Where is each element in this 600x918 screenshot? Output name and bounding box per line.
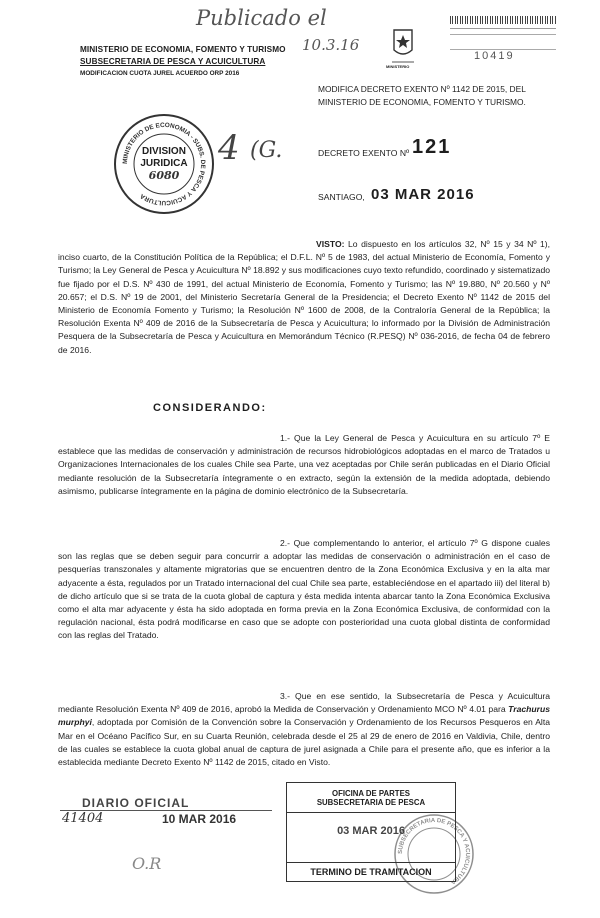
- considerando-paragraph-1: 1.- Que la Ley General de Pesca y Acuicultura en su artículo 7º E establece que las medidas de conservación y administración de recursos hidrobiológicos adoptadas en el marco de Tratados u Organizaciones Internacionales de los cuales Chile sea Parte, una vez aceptadas por Chile serán publicadas en el Diario Oficial mediante resolución de la Subsecretaría íntegramente o en extracto, según la extensión de la medida adoptada, debiendo asimismo, publicarse íntegramente en la página de dominio electrónico de la Subsecretaría.: [58, 433, 550, 496]
- partes-header: [287, 789, 455, 807]
- stamp-ring-text: MINISTERIO DE ECONOMIA - SUBS. DE PESCA Y ACUICULTURA: [121, 121, 207, 207]
- stamp-number: 6080: [148, 169, 180, 182]
- p3-text-after: , adoptada por Comisión de la Convención sobre la Conservación y Ordenamiento de los Recursos Pesqueros en Alta Mar en el Océano Pacífico Sur, en su Cuarta Reunión, celebrada desde el 25 al 29 de enero de 2016 en Valdivia, Chile, dentro de las cuales se establece la cuota global anual de captura de jurel asignada a Chile para el presente año, que es inferior a la establecida mediante Decreto Exento Nº 1142 de 2015, citado en Visto.: [58, 717, 550, 768]
- header-ministry: MINISTERIO DE ECONOMIA, FOMENTO Y TURISMO: [80, 45, 286, 54]
- barcode: [450, 16, 556, 24]
- decree-date: 03 MAR 2016: [371, 186, 475, 203]
- visto-paragraph: [58, 238, 550, 357]
- decree-title: [318, 83, 588, 108]
- stamp-center: [140, 146, 187, 182]
- header-subsecretaria: SUBSECRETARIA DE PESCA Y ACUICULTURA: [80, 57, 266, 66]
- partes-line1: OFICINA DE PARTES: [332, 789, 410, 798]
- visto-text: Lo dispuesto en los artículos 32, Nº 15 y 34 Nº 1), inciso cuarto, de la Constitución Política de la República; el D.F.L. Nº 5 de 1983, del actual Ministerio de Economía, Fomento y Turismo; la Ley General de Pesca y Acuicultura Nº 18.892 y sus modificaciones cuyo texto refundido, coordinado y sistematizado fue fijado por el D.S. Nº 430 de 1991, del actual Ministerio de Economía, Fomento y Turismo; las Nº 19.880, Nº 20.560 y Nº 20.657; el D.S. Nº 19 de 2001, del Ministerio Secretaría General de la Presidencia; el Decreto Exento Nº 1142 de 2015 del Ministerio de Economía Fomento y Turismo; la Resolución Nº 1600 de 2008, de la Contraloría General de la República; la Resolución Exenta Nº 409 de 2016 de la Subsecretaría de Pesca y Acuicultura; lo informado por la División de Administración Pesquera de la Subsecretaría de Pesca y Acuicultura en Memorándum Técnico (R.PESQ) Nº 036-2016, de fecha 04 de febrero de 2016.: [58, 239, 551, 355]
- crest-label: MINISTERIO: [386, 64, 410, 69]
- decree-title-line2: MINISTERIO DE ECONOMIA, FOMENTO Y TURISMO.: [318, 96, 526, 107]
- partes-line2: SUBSECRETARIA DE PESCA: [316, 798, 426, 807]
- considerando-paragraph-3: [58, 690, 550, 769]
- receipt-divider: [450, 28, 556, 29]
- partes-footer: TERMINO DE TRAMITACION: [287, 862, 455, 881]
- p3-species: Trachurus murphyi: [58, 704, 550, 728]
- receipt-number: 10419: [474, 50, 515, 62]
- header-subject: MODIFICACION CUOTA JUREL ACUERDO ORP 2016: [80, 70, 240, 77]
- handwritten-date-note: 10.3.16: [302, 36, 360, 54]
- receipt-block: [444, 14, 562, 64]
- decree-place: SANTIAGO,: [318, 192, 365, 202]
- round-stamp-text: SUBSECRETARIA DE PESCA Y ACUICULTURA: [397, 817, 471, 885]
- diario-oficial-date: 10 MAR 2016: [162, 812, 237, 826]
- stamp-line-division: DIVISION: [142, 146, 186, 157]
- receipt-box: [450, 34, 556, 50]
- diario-oficial-stamp: [60, 796, 272, 832]
- handwritten-initials: 4: [218, 128, 240, 168]
- handwritten-bottom-mark: O.R: [132, 854, 162, 873]
- stamp-line-juridica: JURIDICA: [140, 158, 188, 169]
- p3-text-before: 3.- Que en ese sentido, la Subsecretaría de Pesca y Acuicultura mediante Resolución Exenta Nº 409 de 2016, aprobó la Medida de Conservación y Ordenamiento MCO Nº 4.01 para: [58, 691, 550, 715]
- decree-label: DECRETO EXENTO Nº: [318, 148, 410, 158]
- handwritten-signature-mark: (G.: [250, 138, 283, 163]
- considerando-heading: CONSIDERANDO:: [153, 402, 267, 414]
- ministry-crest: [388, 26, 418, 72]
- partes-received-date: 03 MAR 2016: [337, 825, 405, 837]
- decree-title-line1: MODIFICA DECRETO EXENTO Nº 1142 DE 2015, DEL: [318, 84, 526, 94]
- subsecretaria-round-stamp: [392, 812, 476, 896]
- decree-number: 121: [412, 136, 452, 158]
- division-juridica-stamp: [114, 114, 214, 214]
- round-stamp-ring: [392, 812, 476, 896]
- considerando-paragraph-2: 2.- Que complementando lo anterior, el artículo 7º G dispone cuales son las reglas que se deben seguir para concurrir a adoptar las medidas de conservación o administración en el caso de pesquerías transzonales y altamente migratorias que se encuentren dentro de la Zona Económica Exclusiva y en la alta mar adyacente a ésta, regulados por un Tratado internacional del cual Chile sea parte, estableciéndose en el apartado iii) del literal b) de dicho artículo que si se trata de la cuota global de captura y ésta medida intenta abarcar tanto la Zona Económica Exclusiva como el alta mar adyacente y ésta ha sido adoptada en forma previa en la Zona Económica Exclusiva, de conformidad con la regulación nacional, ésta podrá modificarse en caso que se adopte con posterioridad una cuota global distinta de conformidad con las reglas del Tratado.: [58, 538, 550, 641]
- handwritten-published-note: Publicado el: [196, 6, 327, 30]
- diario-oficial-title: DIARIO OFICIAL: [82, 796, 190, 810]
- visto-label: VISTO:: [316, 239, 345, 249]
- diario-oficial-number: 41404: [62, 811, 104, 826]
